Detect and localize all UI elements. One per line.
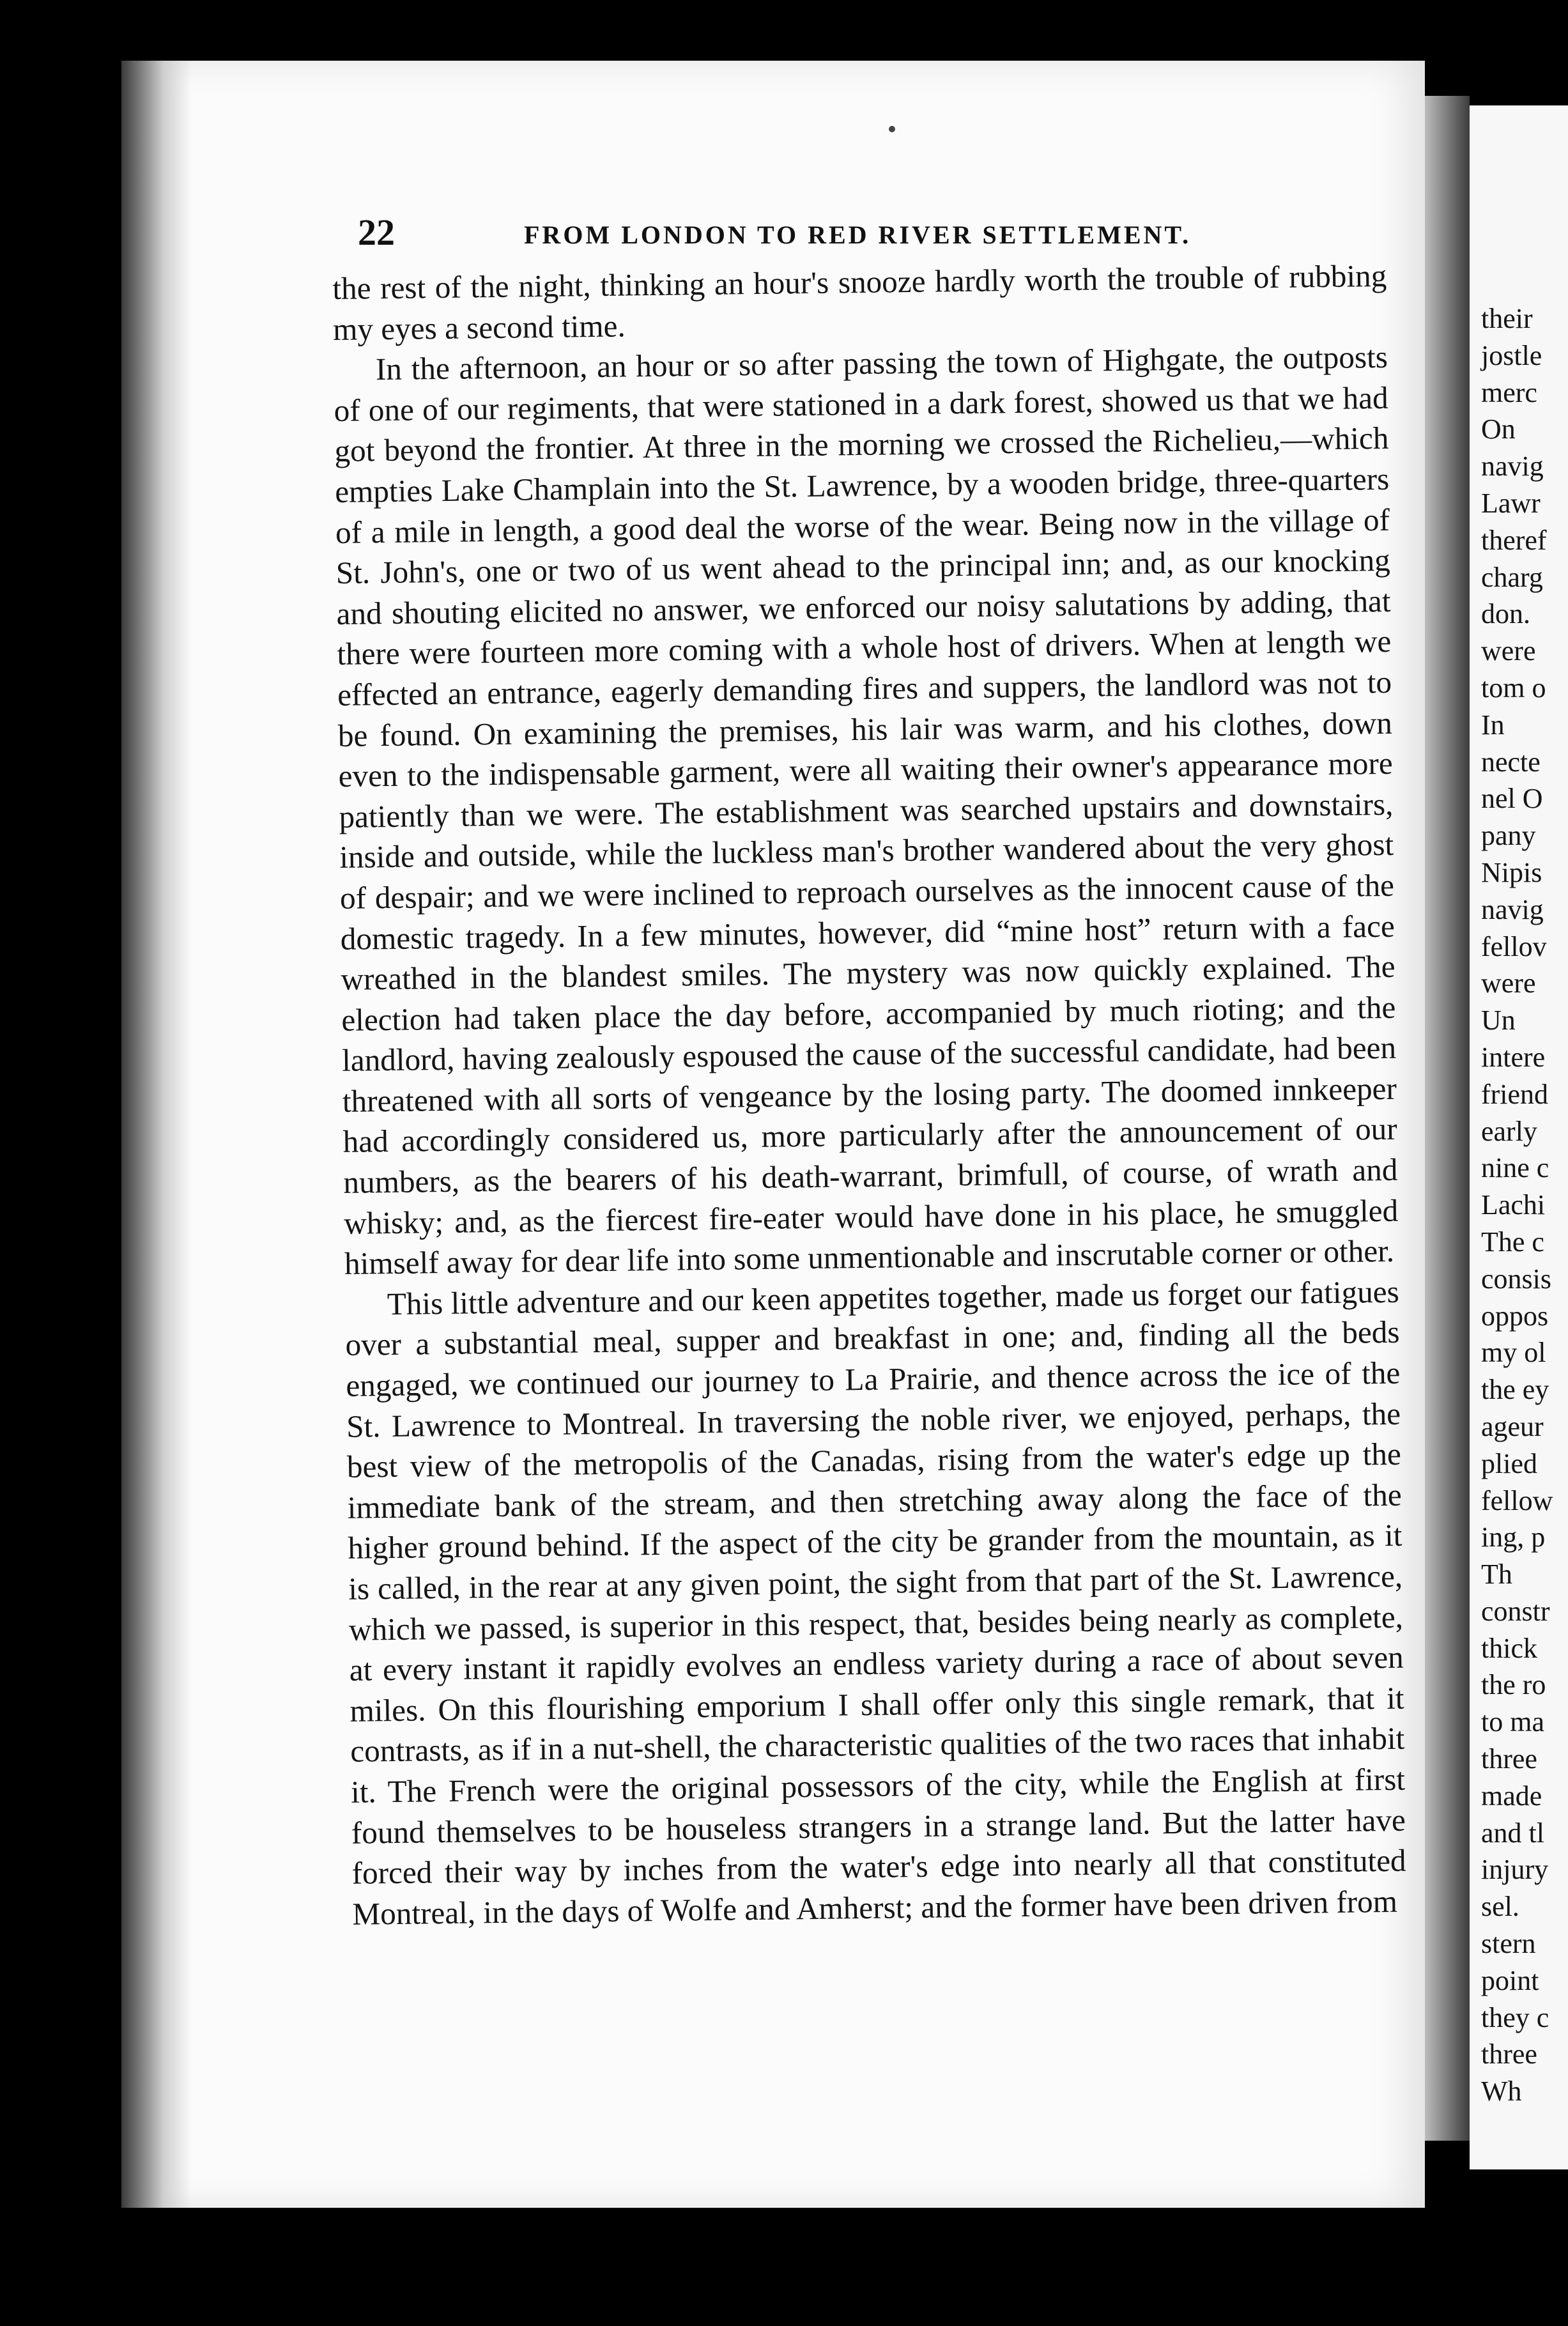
- facing-page-line: jostle: [1481, 339, 1542, 371]
- facing-page-line: were: [1481, 635, 1536, 667]
- facing-page-line: and tl: [1481, 1817, 1544, 1849]
- facing-page-line: don.: [1481, 598, 1530, 630]
- facing-page-line: theref: [1481, 524, 1547, 556]
- facing-page-line: oppos: [1481, 1300, 1549, 1332]
- facing-page-line: Un: [1481, 1005, 1516, 1036]
- facing-page-line: injury: [1481, 1854, 1549, 1886]
- facing-page-line: ageur: [1481, 1410, 1544, 1442]
- page-header-title: FROM LONDON TO RED RIVER SETTLEMENT.: [524, 220, 1192, 249]
- facing-page-line: nine c: [1481, 1152, 1549, 1184]
- facing-page-line: Wh: [1481, 2076, 1522, 2107]
- facing-page-line: Th: [1481, 1559, 1512, 1590]
- facing-page-line: pany: [1481, 820, 1536, 852]
- facing-page-line: fellov: [1481, 930, 1547, 962]
- facing-page-line: nel O: [1481, 783, 1543, 815]
- facing-page-line: merc: [1481, 376, 1537, 408]
- facing-page-line: were: [1481, 967, 1536, 999]
- page-gutter: [1425, 96, 1470, 2141]
- facing-page-line: made: [1481, 1780, 1542, 1812]
- page-number: 22: [358, 212, 395, 253]
- facing-page-line: fellow: [1481, 1484, 1553, 1516]
- running-head: [358, 211, 1380, 262]
- facing-page-line: the ro: [1481, 1669, 1546, 1701]
- facing-page-line: navig: [1481, 893, 1544, 925]
- facing-page-text: [1481, 300, 1568, 2110]
- paragraph-3: This little adventure and our keen appetites together, made us forget our fatigues over a substantial meal, supper and breakfast in one; and, finding all the beds engaged, we continued our journey to La Prairie, and thence across the ice of the St. Lawrence to Montreal. In traversing the noble river, we enjoyed, perhaps, the best view of the metropolis of the Canadas, rising from the water's edge up the immediate bank of the stream, and then stretching away along the face of the higher ground behind. If the aspect of the city be grander from the mountain, as it is called, in the rear at any given point, the sight from that part of the St. Lawrence, which we passed, is superior in this respect, that, besides being nearly as complete, at every instant it rapidly evolves an endless variety during a race of about seven miles. On this flourishing emporium I shall offer only this single remark, that it contrasts, as if in a nut-shell, the characteristic qualities of the two races that inhabit it. The French were the original possessors of the city, while the English at first found themselves to be houseless strangers in a strange land. But the latter have forced their way by inches from the water's edge into nearly all that constituted Montreal, in the days of Wolfe and Amherst; and the former have been driven from: [345, 1274, 1406, 1932]
- facing-page-line: On: [1481, 413, 1516, 445]
- paragraph-1: the rest of the night, thinking an hour's snooze hardly worth the trouble of rubbing my eyes a second time.: [332, 258, 1387, 347]
- facing-page-line: three: [1481, 1743, 1537, 1775]
- facing-page-line: consis: [1481, 1263, 1551, 1295]
- facing-page-line: Nipis: [1481, 856, 1542, 888]
- facing-page-line: The c: [1481, 1226, 1544, 1258]
- facing-page-line: thick: [1481, 1632, 1537, 1664]
- body-text: [332, 256, 1407, 1934]
- facing-page-line: charg: [1481, 561, 1543, 593]
- facing-page-line: In: [1481, 709, 1505, 741]
- facing-page-line: plied: [1481, 1447, 1537, 1479]
- facing-page-line: Lachi: [1481, 1189, 1546, 1221]
- facing-page-line: friend: [1481, 1078, 1549, 1110]
- facing-page-line: constr: [1481, 1595, 1550, 1627]
- facing-page-line: the ey: [1481, 1374, 1549, 1406]
- facing-page-line: stern: [1481, 1928, 1536, 1960]
- facing-page-line: navig: [1481, 451, 1544, 482]
- paragraph-2: In the afternoon, an hour or so after passing the town of Highgate, the outposts of one of our regiments, that were stationed in a dark forest, showed us that we had got beyond the frontier. At three in the morning we crossed the Richelieu,—which empties Lake Champlain into the St. Lawrence, by a wooden bridge, three-quarters of a mile in length, a good deal the worse of the wear. Being now in the village of St. John's, one or two of us went ahead to the principal inn; and, as our knocking and shouting elicited no answer, we enforced our noisy salutations by adding, that there were fourteen more coming with a whole host of drivers. When at length we effected an entrance, eagerly demanding fires and suppers, the landlord was not to be found. On examining the premises, his lair was warm, and his clothes, down even to the indispensable garment, were all waiting their owner's appearance more patiently than we were. The establishment was searched upstairs and downstairs, inside and outside, while the luckless man's brother wandered about the very ghost of despair; and we were inclined to reproach ourselves as the innocent cause of the domestic tragedy. In a few minutes, however, did “mine host” return with a face wreathed in the blandest smiles. The mystery was now quickly explained. The election had taken place the day before, accompanied by much rioting; and the landlord, having zealously espoused the cause of the successful candidate, had been threatened with all sorts of vengeance by the losing party. The doomed innkeeper had accordingly considered us, more particularly after the announcement of our numbers, as the bearers of his death-warrant, brimfull, of course, of wrath and whisky; and, as the fiercest fire-eater would have done in his place, he smuggled himself away for dear life into some unmentionable and inscrutable corner or other.: [334, 339, 1399, 1282]
- facing-page-line: their: [1481, 303, 1533, 334]
- facing-page-line: Lawr: [1481, 487, 1541, 519]
- facing-page-line: sel.: [1481, 1891, 1519, 1923]
- facing-page-line: ing, p: [1481, 1521, 1546, 1553]
- facing-page-line: my ol: [1481, 1337, 1546, 1369]
- facing-page-line: early: [1481, 1115, 1537, 1147]
- facing-page-line: tom o: [1481, 672, 1546, 704]
- facing-page-line: they c: [1481, 2001, 1549, 2033]
- facing-page-line: three: [1481, 2038, 1537, 2070]
- facing-page-line: point: [1481, 1964, 1539, 1996]
- speck-mark: [889, 126, 895, 132]
- facing-page-line: to ma: [1481, 1706, 1544, 1738]
- facing-page-line: intere: [1481, 1041, 1546, 1073]
- binding-shadow: [121, 61, 192, 2208]
- facing-page-line: necte: [1481, 746, 1541, 778]
